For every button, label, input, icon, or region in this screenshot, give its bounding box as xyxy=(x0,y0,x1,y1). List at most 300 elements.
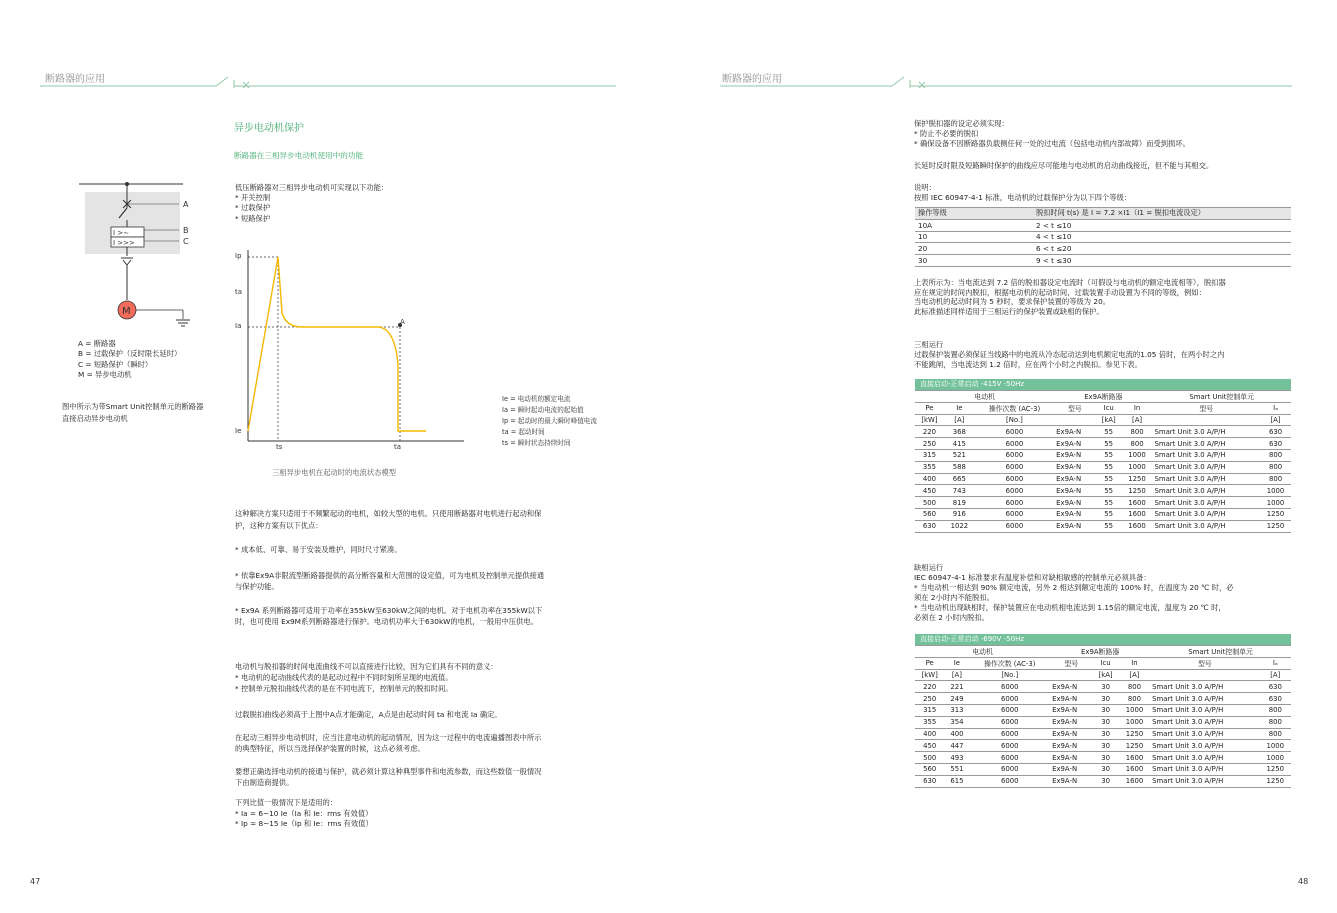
section-subtitle: 断路器在三相异步电动机使用中的功能 xyxy=(234,151,364,160)
table-cell: 450 xyxy=(915,485,944,497)
table-row xyxy=(915,740,1291,752)
table-row xyxy=(915,763,1291,775)
phase-loss-line-4: * 当电动机出现缺相时，保护装置应在电动机相电流达到 1.15倍的额定电流，温度为 20 ℃ 时， xyxy=(914,603,1226,612)
table-cell: 30 xyxy=(1092,704,1118,716)
phase-loss-line-1: IEC 60947-4-1 标准要求有温度补偿和对缺相敏感的控制单元必须具备： xyxy=(914,573,1151,582)
table-cell: Smart Unit 3.0 A/P/H xyxy=(1150,752,1259,764)
table-cell: 6000 xyxy=(969,740,1050,752)
legend-b: B = 过载保护（反时限长延时） xyxy=(78,349,182,359)
bullet-capacity xyxy=(235,570,544,592)
y-label-ip: Ip xyxy=(235,252,242,260)
unit-cell: [A] xyxy=(944,414,975,426)
chart-legend-ie: Ie = 电动机的额定电流 xyxy=(502,395,571,403)
table-415v-band: 直接启动-正常启动 -415V -50Hz xyxy=(915,379,1291,390)
unit-cell xyxy=(1150,669,1259,681)
intro-line: 低压断路器对三相异步电动机可实现以下功能： xyxy=(235,183,389,192)
table-cell: 6000 xyxy=(975,426,1054,438)
legend-a: A = 断路器 xyxy=(78,339,116,348)
unit-cell: [No.] xyxy=(975,414,1054,426)
table-cell: 30 xyxy=(1092,728,1118,740)
table-row xyxy=(915,255,1291,267)
intro-list xyxy=(235,183,388,224)
explain-line-3: 当电动机的起动时间为 5 秒时，要求保护装置的等级为 20。 xyxy=(914,297,1111,307)
col-pe: Pe xyxy=(915,402,944,414)
table-cell: 250 xyxy=(915,438,944,450)
bullet-range-line-1: * Ex9A 系列断路器可适用于功率在355kW至630kW之间的电机。对于电机功率在355kW以下 xyxy=(235,606,543,615)
table-cell: 1600 xyxy=(1122,497,1153,509)
section-title: 异步电动机保护 xyxy=(234,123,304,134)
unit-cell xyxy=(1054,414,1096,426)
para-ratios xyxy=(235,798,373,830)
table-cell: 1000 xyxy=(1260,497,1291,509)
table-cell: 800 xyxy=(1119,681,1150,693)
intro-bullet-switching: * 开关控制 xyxy=(235,193,271,203)
trip-cell: 10 xyxy=(915,231,1033,243)
selection-table-415v xyxy=(915,379,1291,533)
phase-loss-line-3: 须在 2小时内不能脱扣。 xyxy=(914,593,994,602)
table-units xyxy=(915,414,1291,426)
table-units xyxy=(915,669,1291,681)
requirements xyxy=(914,119,1190,149)
table-cell: 6000 xyxy=(969,775,1050,787)
para-ratios-line-3: * Ip = 8~15 Ie（Ip 和 Ie：rms 有效值） xyxy=(235,819,373,828)
legend-m: M = 异步电动机 xyxy=(78,369,132,379)
table-cell: 313 xyxy=(944,704,969,716)
table-cell: Smart Unit 3.0 A/P/H xyxy=(1152,520,1260,532)
col-in: In xyxy=(1122,402,1153,414)
para-select xyxy=(235,767,541,788)
b-box-text: I >∼ xyxy=(113,229,130,237)
table-cell: 315 xyxy=(915,704,944,716)
table-row xyxy=(915,728,1291,740)
unit-cell xyxy=(1050,669,1092,681)
table-690v-band: 直接启动-正常启动 -690V -50Hz xyxy=(915,634,1291,645)
table-cell: 1000 xyxy=(1260,740,1291,752)
table-cell: 30 xyxy=(1092,740,1118,752)
col-unit-model: 型号 xyxy=(1150,657,1259,669)
trip-cell: 10A xyxy=(915,219,1033,231)
table-cell: Smart Unit 3.0 A/P/H xyxy=(1152,449,1260,461)
table-cell: Smart Unit 3.0 A/P/H xyxy=(1150,728,1259,740)
bullet-range xyxy=(235,605,542,627)
table-cell: Ex9A-N xyxy=(1050,740,1092,752)
para-select-line-2: 下由制造商提供。 xyxy=(235,777,294,787)
col-pe: Pe xyxy=(915,657,944,669)
x-label-ta: ta xyxy=(394,443,402,451)
table-cell: Ex9A-N xyxy=(1054,485,1096,497)
table-cell: 916 xyxy=(944,508,975,520)
explain-line-2: 应在规定的时间内脱扣，根据电动机的起动时间，过载装置手动设置为不同的等级，例如： xyxy=(914,287,1206,297)
table-cell: 630 xyxy=(1260,681,1291,693)
table-row xyxy=(915,243,1291,255)
unit-cell xyxy=(1152,414,1260,426)
table-row xyxy=(915,473,1291,485)
table-row xyxy=(915,497,1291,509)
unit-cell: [A] xyxy=(1119,669,1150,681)
table-cell: Ex9A-N xyxy=(1050,763,1092,775)
table-cell: 800 xyxy=(1260,449,1291,461)
left-page-number: 47 xyxy=(30,877,41,886)
table-cell: 6000 xyxy=(975,485,1054,497)
note xyxy=(914,183,1131,203)
explain-line-4: 此标准描述同样适用于三相运行的保护装置或缺相的保护。 xyxy=(914,306,1104,316)
table-cell: Ex9A-N xyxy=(1050,704,1092,716)
table-cell: 355 xyxy=(915,716,944,728)
chart-legend-ia: Ia = 瞬时起动电流的起始值 xyxy=(502,406,584,414)
table-cell: 630 xyxy=(915,520,944,532)
para-ratios-line-2: * Ia = 6~10 Ie（Ia 和 Ie：rms 有效值） xyxy=(235,808,373,818)
unit-cell: [A] xyxy=(1122,414,1153,426)
table-cell: 560 xyxy=(915,508,944,520)
table-cell: 1600 xyxy=(1122,508,1153,520)
table-cell: Smart Unit 3.0 A/P/H xyxy=(1152,438,1260,450)
table-cell: Smart Unit 3.0 A/P/H xyxy=(1152,461,1260,473)
start-current-chart xyxy=(230,245,620,455)
trip-header-time: 脱扣时间 t(s) 是 I = 7.2 ×I1（I1 = 脱扣电流设定） xyxy=(1033,208,1291,220)
table-cell: 1000 xyxy=(1260,485,1291,497)
table-row xyxy=(915,449,1291,461)
table-cell: 6000 xyxy=(975,520,1054,532)
table-cell: 400 xyxy=(915,473,944,485)
col-ops: 操作次数 (AC-3) xyxy=(975,402,1054,414)
req-line-3: * 确保设备不因断路器负载侧任何一处的过电流（包括电动机内部故障）而受到损坏。 xyxy=(914,139,1190,148)
table-row xyxy=(915,775,1291,787)
para-curves-line-3: * 控制单元脱扣曲线代表的是在不同电流下，控制单元的脱扣时间。 xyxy=(235,684,453,693)
table-cell: Ex9A-N xyxy=(1054,508,1096,520)
table-cell: 55 xyxy=(1096,438,1122,450)
table-cell: 630 xyxy=(1260,438,1291,450)
table-cell: 500 xyxy=(915,752,944,764)
table-cell: 250 xyxy=(915,693,944,705)
table-cell: 630 xyxy=(1260,426,1291,438)
table-cell: 220 xyxy=(915,681,944,693)
group-control-unit: Smart Unit控制单元 xyxy=(1150,646,1291,658)
para-start xyxy=(235,733,541,754)
x-label-ts: ts xyxy=(276,443,283,451)
table-cell: Ex9A-N xyxy=(1050,681,1092,693)
table-cell: Smart Unit 3.0 A/P/H xyxy=(1152,473,1260,485)
table-cell: 415 xyxy=(944,438,975,450)
para-curves-line-1: 电动机与脱扣器的时间电流曲线不可以直接进行比较，因为它们具有不同的意义： xyxy=(235,662,498,671)
table-cell: 1022 xyxy=(944,520,975,532)
unit-cell: [kA] xyxy=(1092,669,1118,681)
caption-line-2: 直接启动异步电动机 xyxy=(62,414,128,423)
phase-loss-title: 缺相运行 xyxy=(914,563,944,572)
table-cell: 55 xyxy=(1096,520,1122,532)
table-cell: 665 xyxy=(944,473,975,485)
para-ratios-line-1: 下列比值一般情况下是适用的： xyxy=(235,798,338,807)
table-cell: 450 xyxy=(915,740,944,752)
trip-header-class: 操作等级 xyxy=(915,208,1033,220)
trip-cell: 4 < t ≤10 xyxy=(1033,231,1291,243)
unit-cell: [No.] xyxy=(969,669,1050,681)
group-motor: 电动机 xyxy=(915,391,1054,403)
table-cell: Smart Unit 3.0 A/P/H xyxy=(1150,763,1259,775)
unit-cell: [kA] xyxy=(1096,414,1122,426)
table-group-header xyxy=(915,391,1291,403)
table-cell: 6000 xyxy=(975,461,1054,473)
unit-cell: [kW] xyxy=(915,669,944,681)
table-cell: 315 xyxy=(915,449,944,461)
table-cell: 1000 xyxy=(1122,449,1153,461)
table-cell: 551 xyxy=(944,763,969,775)
table-cell: 1250 xyxy=(1119,728,1150,740)
trip-cell: 9 < t ≤30 xyxy=(1033,255,1291,267)
table-cell: 6000 xyxy=(969,728,1050,740)
bullet-cost: * 成本低、可靠、易于安装及维护，同时尺寸紧凑。 xyxy=(235,545,402,554)
para-select-line-1: 要想正确选择电动机的接通与保护，就必须计算这种典型事件和电流参数，而这些数值一般情况 xyxy=(235,767,542,776)
table-cell: 55 xyxy=(1096,497,1122,509)
table-cell: 1250 xyxy=(1260,763,1291,775)
table-cell: 447 xyxy=(944,740,969,752)
col-unit-model: 型号 xyxy=(1152,402,1260,414)
note-line-1: 说明： xyxy=(914,183,936,192)
col-icu: Icu xyxy=(1092,657,1118,669)
table-row xyxy=(915,752,1291,764)
motor-label: M xyxy=(122,306,131,317)
table-cell: 55 xyxy=(1096,508,1122,520)
chart-caption: 三相异步电机在起动时的电流状态模型 xyxy=(272,468,397,477)
table-cell: Smart Unit 3.0 A/P/H xyxy=(1150,693,1259,705)
three-phase-line-1: 过载保护装置必须保证当线路中的电流从冷态起动达到电机额定电流的1.05 倍时，在两小时之内 xyxy=(914,350,1225,360)
table-cell: 368 xyxy=(944,426,975,438)
three-phase-title: 三相运行 xyxy=(914,340,944,349)
table-cell: Smart Unit 3.0 A/P/H xyxy=(1150,716,1259,728)
table-row xyxy=(915,716,1291,728)
table-cell: 1250 xyxy=(1122,485,1153,497)
table-row xyxy=(915,438,1291,450)
right-page-number: 48 xyxy=(1298,877,1309,886)
table-cell: 1600 xyxy=(1119,775,1150,787)
requirement-curve: 长延时反时限及短路瞬时保护的曲线应尽可能地与电动机的启动曲线接近，但不能与其相交。 xyxy=(914,161,1214,170)
col-icu: Icu xyxy=(1096,402,1122,414)
unit-cell: [A] xyxy=(944,669,969,681)
table-cell: Ex9A-N xyxy=(1054,438,1096,450)
unit-cell: [A] xyxy=(1260,669,1291,681)
three-phase-text xyxy=(914,340,1224,371)
selection-table-690v xyxy=(915,634,1291,788)
table-cell: 6000 xyxy=(975,473,1054,485)
table-cell: 6000 xyxy=(975,449,1054,461)
table-row xyxy=(915,219,1291,231)
table-cell: Ex9A-N xyxy=(1050,752,1092,764)
col-model: 型号 xyxy=(1050,657,1092,669)
table-cell: 6000 xyxy=(969,763,1050,775)
table-cell: 55 xyxy=(1096,426,1122,438)
group-control-unit: Smart Unit控制单元 xyxy=(1152,391,1291,403)
note-line-2: 按照 IEC 60947-4-1 标准，电动机的过载保护分为以下四个等级： xyxy=(914,193,1132,202)
table-cell: 521 xyxy=(944,449,975,461)
group-breaker: Ex9A断路器 xyxy=(1050,646,1150,658)
para-start-line-1: 在起动三相异步电动机时，应当注意电动机的起动情况，因为这一过程中的电流遍播图表中所示 xyxy=(235,733,542,742)
table-cell: 30 xyxy=(1092,752,1118,764)
unit-cell: [kW] xyxy=(915,414,944,426)
para-solution xyxy=(235,508,541,532)
table-cell: 30 xyxy=(1092,681,1118,693)
para-curves xyxy=(235,661,498,694)
col-in: In xyxy=(1119,657,1150,669)
table-cell: 55 xyxy=(1096,473,1122,485)
table-cell: 6000 xyxy=(975,508,1054,520)
label-b: B xyxy=(183,226,189,235)
para-solution-line-1: 这种解决方案只适用于不频繁起动的电机，如较大型的电机。只使用断路器对电机进行起动和保 xyxy=(235,509,542,518)
table-cell: 221 xyxy=(944,681,969,693)
para-start-line-2: 的典型特征，所以当选择保护装置的时候，这点必须考虑。 xyxy=(235,743,425,753)
table-cell: 1250 xyxy=(1260,520,1291,532)
table-row xyxy=(915,704,1291,716)
col-ops: 操作次数 (AC-3) xyxy=(969,657,1050,669)
table-cell: 1000 xyxy=(1260,752,1291,764)
table-cell: 30 xyxy=(1092,763,1118,775)
table-cell: 800 xyxy=(1260,716,1291,728)
chart-legend-ts: ts = 瞬时状态持续时间 xyxy=(502,439,571,447)
col-ir: Iₐ xyxy=(1260,657,1291,669)
table-cell: Ex9A-N xyxy=(1054,449,1096,461)
table-row xyxy=(915,508,1291,520)
table-cell: 560 xyxy=(915,763,944,775)
table-header xyxy=(915,402,1291,414)
table-cell: Smart Unit 3.0 A/P/H xyxy=(1150,704,1259,716)
phase-loss-line-5: 必须在 2 小时内脱扣。 xyxy=(914,613,989,622)
right-header-rule xyxy=(720,76,1300,90)
table-cell: 1250 xyxy=(1260,508,1291,520)
motor-circuit-diagram xyxy=(75,178,205,328)
table-cell: Smart Unit 3.0 A/P/H xyxy=(1150,681,1259,693)
legend-c: C = 短路保护（瞬时） xyxy=(78,359,153,369)
table-cell: 30 xyxy=(1092,693,1118,705)
table-row xyxy=(915,681,1291,693)
phase-loss-text xyxy=(914,563,1234,623)
req-line-2: * 防止不必要的脱扣 xyxy=(914,129,979,138)
y-label-ie: Ie xyxy=(235,427,242,435)
table-cell: Ex9A-N xyxy=(1050,693,1092,705)
intro-bullet-overload: * 过载保护 xyxy=(235,203,271,213)
table-cell: 6000 xyxy=(969,716,1050,728)
explain-line-1: 上表所示为：当电流达到 7.2 倍的脱扣器设定电流时（可假设与电动机的额定电流相等），脱扣器 xyxy=(914,278,1226,287)
table-cell: 30 xyxy=(1092,775,1118,787)
table-cell: Ex9A-N xyxy=(1050,775,1092,787)
table-row xyxy=(915,693,1291,705)
table-cell: 800 xyxy=(1122,438,1153,450)
table-cell: 500 xyxy=(915,497,944,509)
para-point-a: 过载脱扣曲线必须高于上图中A点才能确定，A点是由起动时间 ta 和电流 Ia 确定。 xyxy=(235,710,502,719)
table-cell: Smart Unit 3.0 A/P/H xyxy=(1152,485,1260,497)
table-cell: 800 xyxy=(1260,704,1291,716)
table-cell: 55 xyxy=(1096,461,1122,473)
table-cell: Ex9A-N xyxy=(1054,497,1096,509)
three-phase-line-2: 不能跳闸，当电流达到 1.2 倍时，应在两个小时之内脱扣。参见下表。 xyxy=(914,360,1142,370)
table-cell: 493 xyxy=(944,752,969,764)
table-cell: Ex9A-N xyxy=(1050,716,1092,728)
table-cell: 800 xyxy=(1260,728,1291,740)
table-cell: Smart Unit 3.0 A/P/H xyxy=(1152,426,1260,438)
trip-cell: 2 < t ≤10 xyxy=(1033,219,1291,231)
bullet-range-line-2: 时，也可使用 Ex9M系列断路器进行保护。电动机功率大于630kW的电机，一般用中压供电。 xyxy=(235,617,538,626)
table-cell: Smart Unit 3.0 A/P/H xyxy=(1150,740,1259,752)
group-breaker: Ex9A断路器 xyxy=(1054,391,1152,403)
chart-legend-ip: Ip = 起动时的最大瞬时峰值电流 xyxy=(502,417,597,425)
table-cell: 800 xyxy=(1119,693,1150,705)
table-cell: 6000 xyxy=(969,752,1050,764)
table-row xyxy=(915,231,1291,243)
table-cell: 6000 xyxy=(975,438,1054,450)
table-row xyxy=(915,461,1291,473)
table-cell: Ex9A-N xyxy=(1054,426,1096,438)
chart-legend-ta: ta = 起动时间 xyxy=(502,428,545,436)
col-model: 型号 xyxy=(1054,402,1096,414)
table-cell: Ex9A-N xyxy=(1050,728,1092,740)
table-cell: 1600 xyxy=(1119,763,1150,775)
table-cell: 615 xyxy=(944,775,969,787)
table-cell: 1000 xyxy=(1119,704,1150,716)
diagram-caption xyxy=(62,401,203,425)
table-cell: 400 xyxy=(944,728,969,740)
trip-cell: 20 xyxy=(915,243,1033,255)
table-cell: 630 xyxy=(1260,693,1291,705)
table-group-header xyxy=(915,646,1291,658)
table-cell: 800 xyxy=(1122,426,1153,438)
table-cell: 1600 xyxy=(1122,520,1153,532)
table-cell: 354 xyxy=(944,716,969,728)
table-row xyxy=(915,520,1291,532)
table-cell: 400 xyxy=(915,728,944,740)
table-cell: Ex9A-N xyxy=(1054,461,1096,473)
table-cell: 220 xyxy=(915,426,944,438)
left-header-rule xyxy=(40,76,620,90)
table-cell: 743 xyxy=(944,485,975,497)
bullet-capacity-line-2: 与保护功能。 xyxy=(235,582,279,591)
req-line-1: 保护脱扣器的设定必须实现： xyxy=(914,119,1009,128)
unit-cell: [A] xyxy=(1260,414,1291,426)
table-cell: 800 xyxy=(1260,473,1291,485)
y-label-ia: Ia xyxy=(235,322,242,330)
table-cell: 6000 xyxy=(969,704,1050,716)
table-cell: 1600 xyxy=(1119,752,1150,764)
table-cell: 55 xyxy=(1096,449,1122,461)
table-cell: 55 xyxy=(1096,485,1122,497)
label-c: C xyxy=(183,237,189,246)
table-cell: Ex9A-N xyxy=(1054,520,1096,532)
table-cell: 1000 xyxy=(1119,716,1150,728)
para-solution-line-2: 护，这种方案有以下优点： xyxy=(235,521,323,530)
trip-cell: 6 < t ≤20 xyxy=(1033,243,1291,255)
para-curves-line-2: * 电动机的起动曲线代表的是起动过程中不同时刻所呈现的电流值。 xyxy=(235,673,453,682)
caption-line-1: 图中所示为带Smart Unit控制单元的断路器 xyxy=(62,402,204,411)
table-cell: 588 xyxy=(944,461,975,473)
point-a-label: A xyxy=(400,318,405,326)
table-cell: 355 xyxy=(915,461,944,473)
col-ie: Ie xyxy=(944,657,969,669)
table-cell: 30 xyxy=(1092,716,1118,728)
table-cell: 6000 xyxy=(969,693,1050,705)
group-motor: 电动机 xyxy=(915,646,1050,658)
label-a: A xyxy=(183,200,189,209)
y-label-ta: ta xyxy=(235,288,243,296)
table-cell: 630 xyxy=(915,775,944,787)
bullet-capacity-line-1: * 依靠Ex9A非限流型断路器提供的高分断容量和大范围的设定值，可为电机及控制单元提供接通 xyxy=(235,571,545,580)
diagram-legend xyxy=(78,339,181,380)
left-page-header: 断路器的应用 xyxy=(45,74,105,85)
right-page-header: 断路器的应用 xyxy=(722,74,782,85)
trip-explanation xyxy=(914,278,1226,316)
col-ie: Ie xyxy=(944,402,975,414)
table-header xyxy=(915,657,1291,669)
table-row xyxy=(915,485,1291,497)
table-cell: Smart Unit 3.0 A/P/H xyxy=(1150,775,1259,787)
table-cell: 819 xyxy=(944,497,975,509)
col-ir: Iₐ xyxy=(1260,402,1291,414)
table-row xyxy=(915,426,1291,438)
